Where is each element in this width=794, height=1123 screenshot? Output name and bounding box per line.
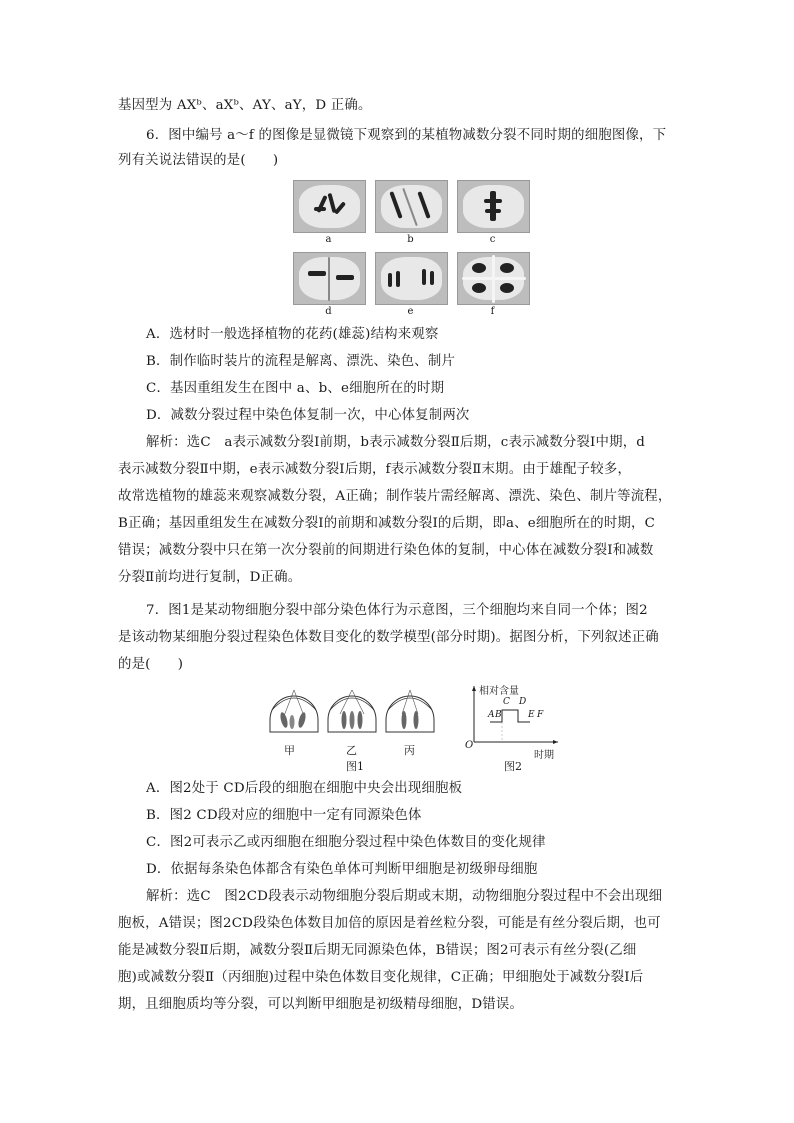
micrograph-label: e xyxy=(407,306,414,317)
answer-7: 期，且细胞质均等分裂，可以判断甲细胞是初级精母细胞，D错误。 xyxy=(118,997,524,1012)
graph-point-e: E xyxy=(528,710,535,720)
graph-point-d: D xyxy=(519,697,527,707)
cell-yi-drawing xyxy=(328,690,376,732)
option-d: D．减数分裂过程中染色体复制一次，中心体复制两次 xyxy=(146,408,470,423)
answer-6: 分裂Ⅱ前均进行复制，D正确。 xyxy=(118,570,302,585)
option-c: C．图2可表示乙或丙细胞在细胞分裂过程中染色体数目的变化规律 xyxy=(146,835,546,850)
micrograph-label: d xyxy=(325,306,332,317)
micrograph-b xyxy=(375,180,448,233)
micrograph-e xyxy=(375,252,448,305)
answer-6: 表示减数分裂Ⅱ中期，e表示减数分裂Ⅰ后期，f表示减数分裂Ⅱ末期。由于雄配子较多， xyxy=(118,462,632,477)
micrograph-d xyxy=(293,252,366,305)
answer-7: 能是减数分裂Ⅱ后期，减数分裂Ⅱ后期无同源染色体，B错误；图2可表示有丝分裂(乙细 xyxy=(118,943,637,958)
question-7-stem-cont: 的是( ) xyxy=(118,657,184,672)
graph-point-b: B xyxy=(495,710,502,720)
option-b: B．图2 CD段对应的细胞中一定有同源染色体 xyxy=(146,808,422,823)
micrograph-label: a xyxy=(325,234,332,245)
graph-point-c: C xyxy=(503,697,510,707)
figure-1-caption: 图1 xyxy=(346,760,364,773)
option-c: C．基因重组发生在图中 a、b、e细胞所在的时期 xyxy=(146,381,445,396)
micrograph-label: b xyxy=(407,234,414,245)
cell-yi-label: 乙 xyxy=(346,744,357,757)
graph-point-f: F xyxy=(537,710,544,720)
question-7-stem: 7．图1是某动物细胞分裂中部分染色体行为示意图，三个细胞均来自同一个体；图2 xyxy=(146,603,648,618)
answer-6: 解析：选C a表示减数分裂Ⅰ前期，b表示减数分裂Ⅱ后期，c表示减数分裂Ⅰ中期，d xyxy=(146,435,646,450)
question-6-stem: 6．图中编号 a～f 的图像是显微镜下观察到的某植物减数分裂不同时期的细胞图像，下 xyxy=(146,128,667,143)
answer-7: 解析：选C 图2CD段表示动物细胞分裂后期或末期，动物细胞分裂过程中不会出现细 xyxy=(146,889,663,904)
answer-6: 故常选植物的雄蕊来观察减数分裂，A正确；制作装片需经解离、漂洗、染色、制片等流程， xyxy=(118,489,672,504)
figure-area xyxy=(262,680,562,775)
option-a: A．选材时一般选择植物的花药(雄蕊)结构来观察 xyxy=(146,327,439,342)
answer-7: 胞)或减数分裂Ⅱ（丙细胞)过程中染色体数目变化规律，C正确；甲细胞处于减数分裂Ⅰ后 xyxy=(118,970,644,985)
option-d: D．依据每条染色体都含有染色单体可判断甲细胞是初级卵母细胞 xyxy=(146,862,538,877)
option-a: A．图2处于 CD后段的细胞在细胞中央会出现细胞板 xyxy=(146,781,463,796)
answer-6: B正确；基因重组发生在减数分裂Ⅰ的前期和减数分裂Ⅰ的后期，即a、e细胞所在的时期，C xyxy=(118,516,656,531)
cell-bing-label: 丙 xyxy=(404,744,415,757)
graph-origin: O xyxy=(465,740,474,751)
option-b: B．制作临时装片的流程是解离、漂洗、染色、制片 xyxy=(146,354,456,369)
micrograph-label: f xyxy=(490,306,495,317)
question-6-stem-cont: 列有关说法错误的是( ) xyxy=(118,153,279,168)
answer-6: 错误；减数分裂中只在第一次分裂前的间期进行染色体的复制，中心体在减数分裂Ⅰ和减数 xyxy=(118,543,654,558)
cell-bing-drawing xyxy=(386,690,434,732)
micrograph-c xyxy=(457,180,530,233)
graph-x-label: 时期 xyxy=(534,750,554,761)
graph-y-label: 相对含量 xyxy=(479,686,519,697)
micrograph-grid xyxy=(293,178,529,324)
graph-point-a: A xyxy=(488,710,495,720)
cell-jia-label: 甲 xyxy=(284,744,295,757)
text-line: 基因型为 AXᵇ、aXᵇ、AY、aY，D 正确。 xyxy=(118,98,372,113)
figure-2-caption: 图2 xyxy=(504,760,522,773)
micrograph-a xyxy=(293,180,366,233)
micrograph-f xyxy=(457,252,530,305)
answer-7: 胞板，A错误；图2CD段染色体数目加倍的原因是着丝粒分裂，可能是有丝分裂后期，也可 xyxy=(118,916,661,931)
cell-jia-drawing xyxy=(270,690,318,732)
question-7-stem-cont: 是该动物某细胞分裂过程染色体数目变化的数学模型(部分时期)。据图分析，下列叙述正确 xyxy=(118,630,659,645)
micrograph-label: c xyxy=(489,234,496,245)
